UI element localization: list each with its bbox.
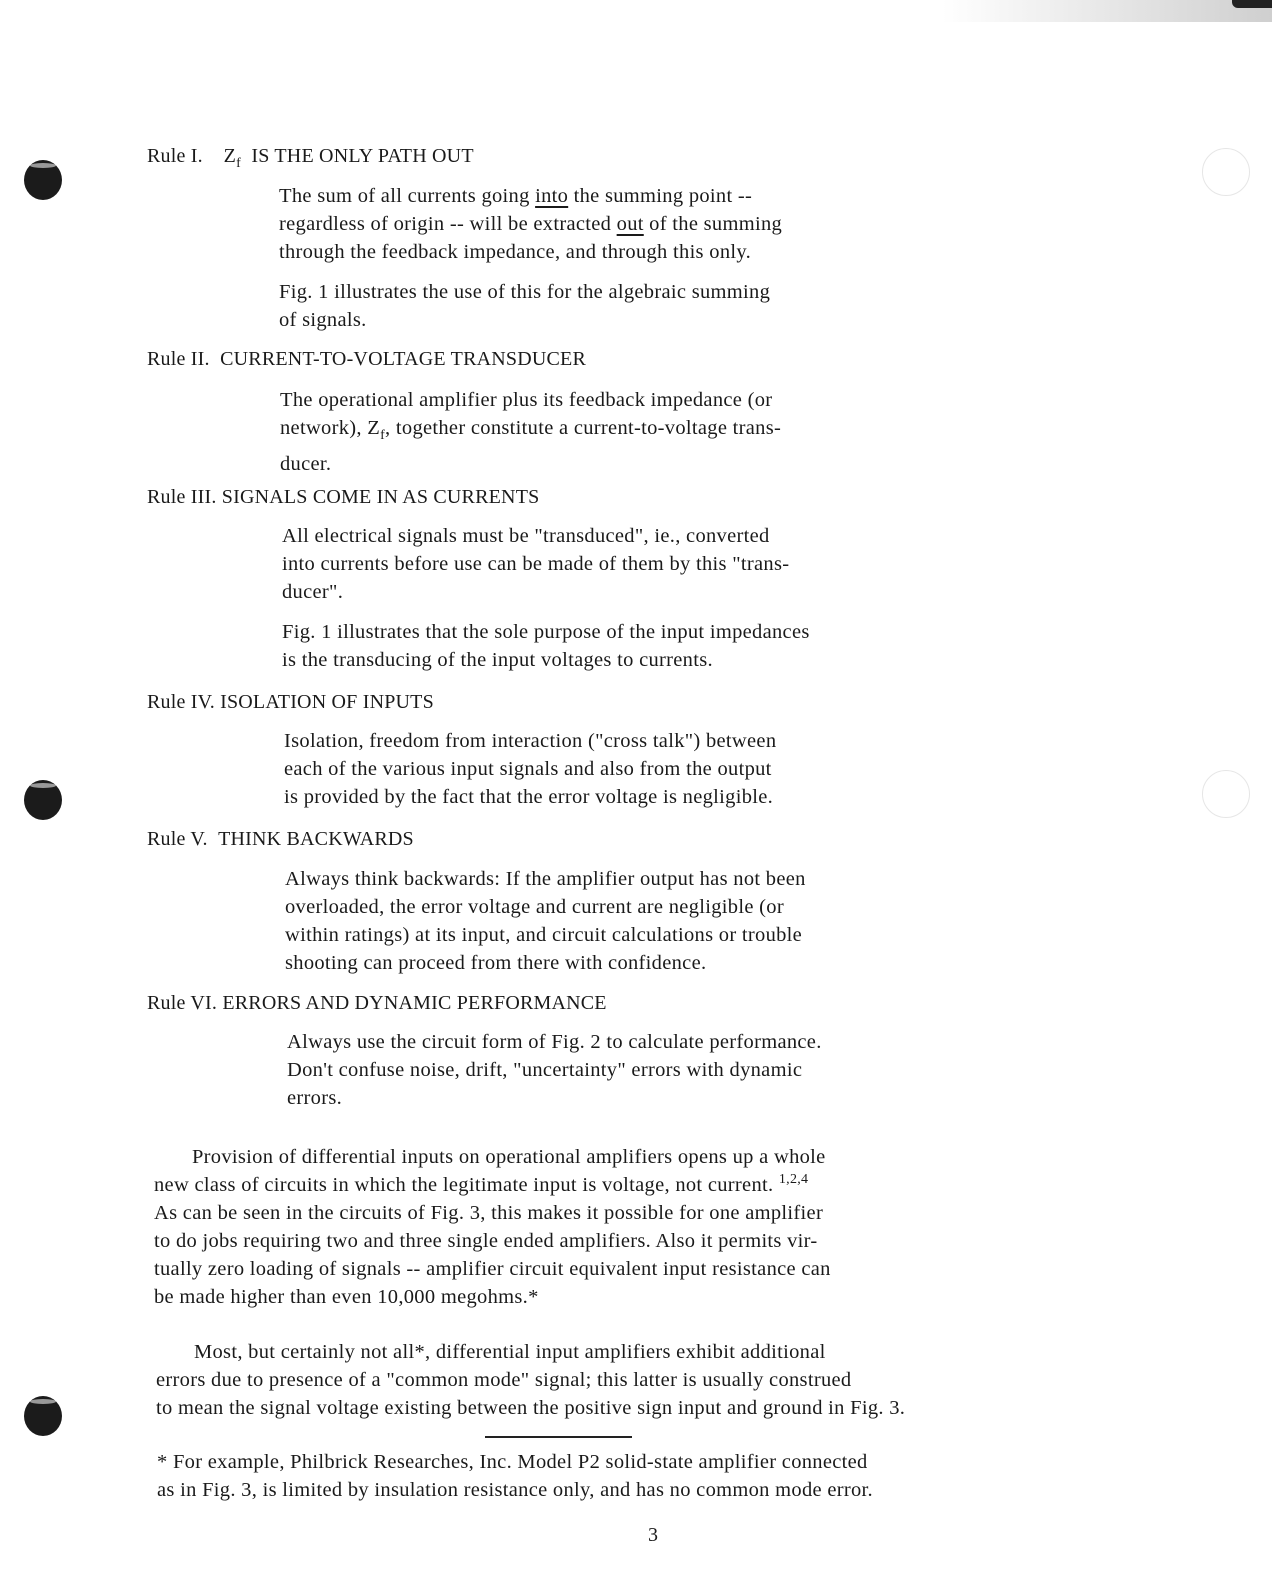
rule-5-body: Always think backwards: If the amplifier output has not been overloaded, the error voltage and current are negligible (or within ratings) at its input, and circuit calculations or trouble shooting can proceed from there with confidence. [285,868,806,974]
rule-title: IS THE ONLY PATH OUT [251,145,474,167]
rule-1-note: Fig. 1 illustrates the use of this for the algebraic summing of signals. [279,281,771,331]
rule-title: SIGNALS COME IN AS CURRENTS [221,486,540,508]
common-mode-paragraph: Most, but certainly not all*, differential input amplifiers exhibit additional errors due to presence of a "common mode" signal; this latter is usually construed to mean the signal voltage existing between the positive sign input and ground in Fig. 3. [156,1341,906,1419]
page-number: 3 [648,1524,658,1546]
scan-edge [1232,0,1272,8]
rule-6-heading: Rule VI. ERRORS AND DYNAMIC PERFORMANCE [147,992,607,1014]
rule-6-body: Always use the circuit form of Fig. 2 to calculate performance. Don't confuse noise, drift, "uncertainty" errors with dynamic errors. [287,1031,822,1109]
rule-1-heading [147,145,474,172]
scan-shadow [942,0,1272,22]
rule-4-heading: Rule IV. ISOLATION OF INPUTS [147,691,434,713]
punch-hole-middle [24,780,62,820]
emphasis-out: out [616,213,644,235]
rule-1-body: The sum of all currents going into the summing point -- regardless of origin -- will be extracted out of the summing through the feedback impedance, and through this only. [279,185,783,263]
rule-title: ERRORS AND DYNAMIC PERFORMANCE [222,992,607,1014]
rule-3-body: All electrical signals must be "transduced", ie., converted into currents before use can be made of them by this "trans- ducer". [282,525,790,603]
differential-inputs-paragraph: Provision of differential inputs on operational amplifiers opens up a whole new class of circuits in which the legitimate input is voltage, not current. $^{1,2,4}$ As can be seen in the circuits of Fig. 3, this makes it possible for one amplifier to do jobs requiring two and three single ended amplifiers. Also it permits vir- tually zero loading of signals -- amplifier circuit equivalent input resistance can be made higher than even 10,000 megohms.* [154,1146,831,1308]
rule-3-note: Fig. 1 illustrates that the sole purpose of the input impedances is the transducing of the input voltages to currents. [282,621,810,671]
reference-superscript: 1,2,4 [778,1172,809,1187]
rule-title: THINK BACKWARDS [218,828,414,850]
zf-symbol: $Z_f$ [223,145,241,171]
rule-5-heading: Rule V. THINK BACKWARDS [147,828,414,850]
bleedthrough-circle [1202,770,1250,818]
rule-title: CURRENT-TO-VOLTAGE TRANSDUCER [220,348,587,370]
rule-4-body: Isolation, freedom from interaction ("cross talk") between each of the various input signals and also from the output is provided by the fact that the error voltage is negligible. [284,730,777,808]
rule-2-heading: Rule II. CURRENT-TO-VOLTAGE TRANSDUCER [147,348,587,370]
rule-number: Rule I. [147,145,203,167]
rule-3-heading: Rule III. SIGNALS COME IN AS CURRENTS [147,486,540,508]
footnote: * For example, Philbrick Researches, Inc. Model P2 solid-state amplifier connected as in Fig. 3, is limited by insulation resistance only, and has no common mode error. [157,1451,873,1501]
emphasis-into: into [535,185,569,207]
punch-hole-top [24,160,62,200]
punch-hole-bottom [24,1396,62,1436]
bleedthrough-circle [1202,148,1250,196]
footnote-divider [485,1436,632,1438]
rule-title: ISOLATION OF INPUTS [220,691,434,713]
rule-2-body: The operational amplifier plus its feedback impedance (or network), $Z_f$, together constitute a current-to-voltage trans- ducer. [280,389,782,475]
